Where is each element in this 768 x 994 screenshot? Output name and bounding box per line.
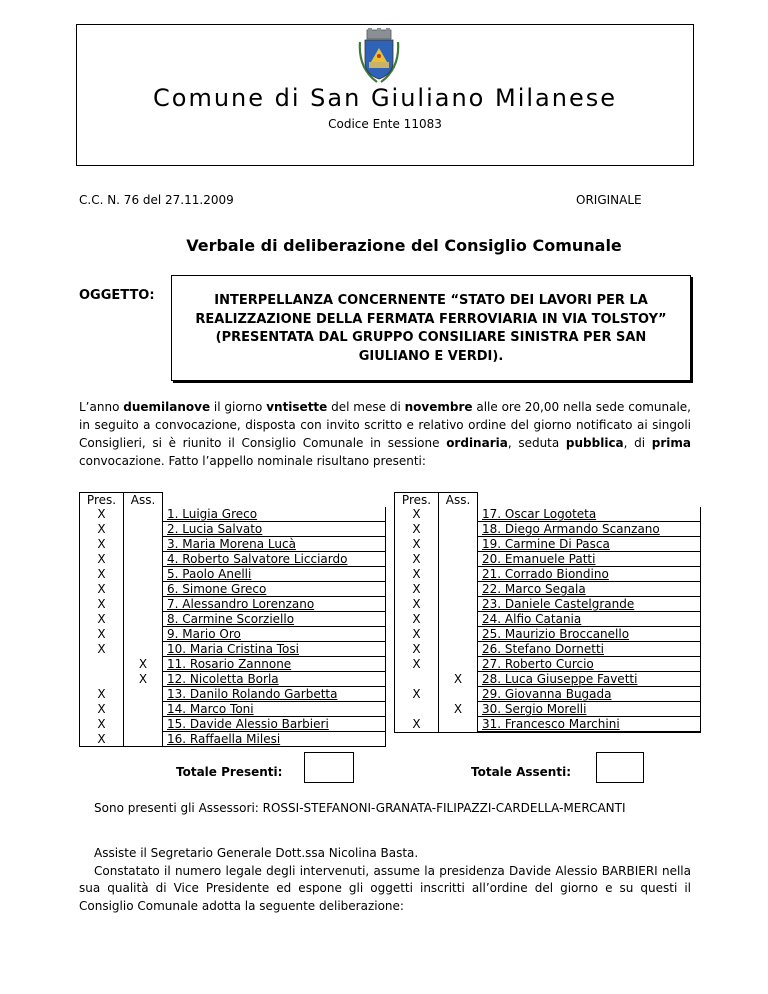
attendance-row [80, 582, 386, 597]
pres-mark: X [80, 507, 124, 522]
pres-mark: X [80, 552, 124, 567]
closing-text [79, 845, 691, 915]
pres-mark: X [395, 552, 439, 567]
attendance-row [395, 672, 701, 687]
ass-mark [124, 597, 163, 612]
oggetto-label: OGGETTO: [79, 288, 155, 303]
intro-day: vntisette [266, 400, 328, 414]
intro-text: convocazione. Fatto l’appello nominale risultano presenti: [79, 454, 426, 468]
ass-mark [124, 522, 163, 537]
ass-mark [124, 732, 163, 747]
ass-mark [124, 702, 163, 717]
ass-mark [439, 597, 478, 612]
ass-mark [124, 567, 163, 582]
ass-mark: X [124, 657, 163, 672]
ass-mark [439, 552, 478, 567]
attendance-row [395, 507, 701, 522]
ass-mark [124, 687, 163, 702]
councillor-name: 13. Danilo Rolando Garbetta [163, 687, 386, 702]
pres-mark [80, 657, 124, 672]
document-status: ORIGINALE [576, 193, 642, 207]
ass-mark: X [439, 702, 478, 717]
pres-mark: X [80, 582, 124, 597]
intro-paragraph [79, 398, 691, 470]
totale-presenti-field [304, 752, 354, 783]
pres-mark: X [80, 732, 124, 747]
councillor-name: 7. Alessandro Lorenzano [163, 597, 386, 612]
intro-month: novembre [404, 400, 473, 414]
pres-mark: X [395, 537, 439, 552]
attendance-row [395, 702, 701, 717]
ass-mark [124, 642, 163, 657]
ass-mark: X [439, 672, 478, 687]
attendance-row [395, 687, 701, 702]
pres-mark: X [395, 717, 439, 732]
ass-mark [439, 507, 478, 522]
councillor-name: 11. Rosario Zannone [163, 657, 386, 672]
councillor-name: 30. Sergio Morelli [478, 702, 701, 717]
ass-mark [439, 537, 478, 552]
councillor-name: 24. Alfio Catania [478, 612, 701, 627]
councillor-name: 28. Luca Giuseppe Favetti [478, 672, 701, 687]
councillor-name: 1. Luigia Greco [163, 507, 386, 522]
attendance-row [80, 702, 386, 717]
totale-assenti-field [596, 752, 644, 783]
intro-text: , di [623, 436, 652, 450]
pres-mark: X [395, 522, 439, 537]
ass-mark [124, 717, 163, 732]
ass-mark [124, 552, 163, 567]
oggetto-text: INTERPELLANZA CONCERNENTE “STATO DEI LAVORI PER LA REALIZZAZIONE DELLA FERMATA FERROVIARIA IN VIA TOLSTOY” (PRESENTATA DAL GRUPPO CONSILIARE SINISTRA PER SAN GIULIANO E VERDI). [195, 293, 667, 364]
attendance-row [395, 552, 701, 567]
comune-name: Comune di San Giuliano Milanese [153, 84, 617, 112]
ass-mark [439, 717, 478, 732]
pres-mark: X [395, 597, 439, 612]
attendance-row [80, 552, 386, 567]
pres-mark: X [80, 717, 124, 732]
attendance-row [395, 612, 701, 627]
intro-year: duemilanove [123, 400, 211, 414]
councillor-name: 19. Carmine Di Pasca [478, 537, 701, 552]
councillor-name: 3. Maria Morena Lucà [163, 537, 386, 552]
councillor-name: 21. Corrado Biondino [478, 567, 701, 582]
ass-mark [439, 642, 478, 657]
assessori-line: Sono presenti gli Assessori: ROSSI-STEFANONI-GRANATA-FILIPAZZI-CARDELLA-MERCANTI [94, 801, 626, 815]
councillor-name: 25. Maurizio Broccanello [478, 627, 701, 642]
pres-mark: X [395, 657, 439, 672]
attendance-row [80, 522, 386, 537]
councillor-name: 18. Diego Armando Scanzano [478, 522, 701, 537]
attendance-row [80, 627, 386, 642]
councillor-name: 15. Davide Alessio Barbieri [163, 717, 386, 732]
attendance-row [80, 657, 386, 672]
col-pres-header: Pres. [395, 493, 439, 508]
pres-mark: X [395, 642, 439, 657]
intro-session: ordinaria [446, 436, 508, 450]
attendance-row [395, 582, 701, 597]
councillor-name: 9. Mario Oro [163, 627, 386, 642]
councillor-name: 22. Marco Segala [478, 582, 701, 597]
councillor-name: 8. Carmine Scorziello [163, 612, 386, 627]
attendance-row [395, 627, 701, 642]
councillor-name: 12. Nicoletta Borla [163, 672, 386, 687]
pres-mark: X [80, 702, 124, 717]
ass-mark [439, 627, 478, 642]
attendance-row [80, 537, 386, 552]
ass-mark [439, 612, 478, 627]
document-title: Verbale di deliberazione del Consiglio Comunale [186, 236, 622, 255]
pres-mark [395, 732, 439, 733]
pres-mark: X [395, 567, 439, 582]
pres-mark [395, 702, 439, 717]
codice-ente: Codice Ente 11083 [328, 117, 442, 131]
attendance-row [80, 567, 386, 582]
councillor-name: 29. Giovanna Bugada [478, 687, 701, 702]
pres-mark: X [80, 627, 124, 642]
pres-mark [395, 672, 439, 687]
attendance-row [80, 612, 386, 627]
councillor-name: 23. Daniele Castelgrande [478, 597, 701, 612]
ass-mark [439, 657, 478, 672]
totale-presenti-label: Totale Presenti: [176, 765, 283, 779]
pres-mark: X [80, 522, 124, 537]
intro-seduta: pubblica [565, 436, 624, 450]
councillor-name: 2. Lucia Salvato [163, 522, 386, 537]
closing-paragraph: Constatato il numero legale degli intervenuti, assume la presidenza Davide Alessio BARBIERI nella sua qualità di Vice Presidente ed espone gli oggetti inscritti all’ordine del giorno e su questi il Consiglio Comunale adotta la seguente deliberazione: [79, 863, 691, 913]
ass-mark: X [124, 672, 163, 687]
attendance-row [395, 567, 701, 582]
councillor-name: 17. Oscar Logoteta [478, 507, 701, 522]
closing-paragraph: Assiste il Segretario Generale Dott.ssa Nicolina Basta. [94, 846, 419, 860]
col-ass-header: Ass. [439, 493, 478, 508]
attendance-table-right [394, 492, 701, 733]
pres-mark: X [395, 627, 439, 642]
pres-mark: X [80, 687, 124, 702]
ass-mark [124, 507, 163, 522]
intro-text: del mese di [327, 400, 405, 414]
attendance-row [395, 522, 701, 537]
attendance-row [80, 732, 386, 747]
pres-mark: X [80, 537, 124, 552]
attendance-row [80, 717, 386, 732]
pres-mark: X [80, 567, 124, 582]
attendance-row [80, 672, 386, 687]
ass-mark [439, 522, 478, 537]
councillor-name: 6. Simone Greco [163, 582, 386, 597]
councillor-name: 16. Raffaella Milesi [163, 732, 386, 747]
pres-mark: X [80, 642, 124, 657]
intro-text: L’anno [79, 400, 124, 414]
attendance-row [395, 597, 701, 612]
attendance-row [80, 507, 386, 522]
pres-mark: X [395, 612, 439, 627]
councillor-name: 10. Maria Cristina Tosi [163, 642, 386, 657]
ass-mark [124, 627, 163, 642]
pres-mark: X [80, 612, 124, 627]
attendance-row [395, 657, 701, 672]
pres-mark: X [395, 582, 439, 597]
pres-mark: X [80, 597, 124, 612]
intro-text: , seduta [507, 436, 566, 450]
coat-of-arms-icon [357, 28, 401, 86]
councillor-name: 14. Marco Toni [163, 702, 386, 717]
attendance-row [395, 537, 701, 552]
ass-mark [439, 687, 478, 702]
ass-mark [124, 582, 163, 597]
attendance-row [80, 642, 386, 657]
ass-mark [439, 567, 478, 582]
councillor-name: 4. Roberto Salvatore Licciardo [163, 552, 386, 567]
councillor-name: 27. Roberto Curcio [478, 657, 701, 672]
ass-mark [124, 537, 163, 552]
pres-mark: X [395, 507, 439, 522]
councillor-name: 31. Francesco Marchini [478, 717, 701, 732]
ass-mark [439, 732, 478, 733]
councillor-name: 26. Stefano Dornetti [478, 642, 701, 657]
attendance-row [395, 642, 701, 657]
attendance-table-left [79, 492, 386, 747]
col-ass-header: Ass. [124, 493, 163, 508]
councillor-name: 20. Emanuele Patti [478, 552, 701, 567]
col-pres-header: Pres. [80, 493, 124, 508]
ass-mark [124, 612, 163, 627]
cc-number: C.C. N. 76 del 27.11.2009 [79, 193, 234, 207]
councillor-name: 5. Paolo Anelli [163, 567, 386, 582]
councillor-name [478, 732, 701, 733]
attendance-row [80, 687, 386, 702]
totale-assenti-label: Totale Assenti: [471, 765, 572, 779]
ass-mark [439, 582, 478, 597]
attendance-row [80, 597, 386, 612]
attendance-row [395, 717, 701, 732]
intro-text: il giorno [210, 400, 267, 414]
pres-mark: X [395, 687, 439, 702]
intro-convocation: prima [651, 436, 691, 450]
intro-text: alle ore 20,00 nella sede comunale, in seguito a convocazione, disposta con invito scritto e relativo ordine del giorno notificato ai singoli Consiglieri, si è riunito il Consiglio Comunale in sessione [79, 400, 691, 450]
attendance-row [395, 732, 701, 733]
pres-mark [80, 672, 124, 687]
